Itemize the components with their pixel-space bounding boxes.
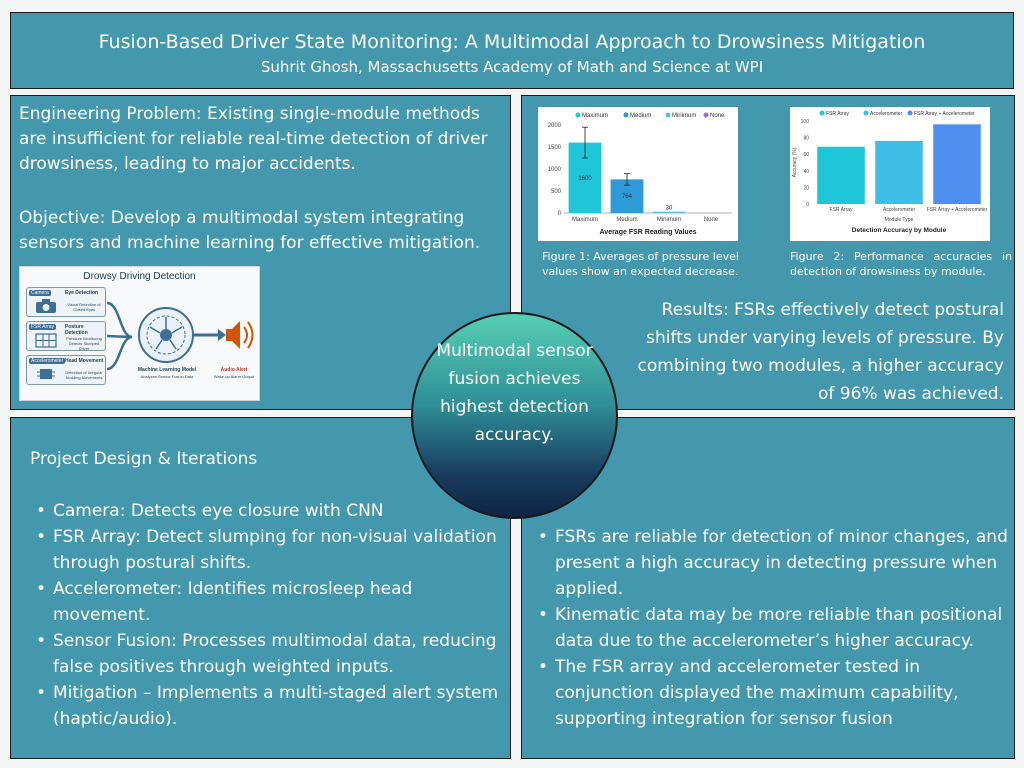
legend-swatch	[820, 111, 825, 116]
audio-alert-desc: Wake-up Alarm Output	[213, 374, 255, 379]
key-finding-text: Multimodal sensor fusion achieves highest detection accuracy.	[436, 341, 593, 445]
fsr-reading-chart-svg	[538, 107, 738, 241]
fsr-module-desc: Pressure Monitoring Detects Slumped Driver	[66, 336, 102, 351]
design-heading: Project Design & Iterations	[30, 449, 258, 469]
x-tick-label: Maximum	[571, 217, 599, 223]
x-tick-label: Minimum	[656, 217, 682, 223]
key-finding-circle	[411, 312, 618, 519]
camera-icon	[35, 298, 57, 314]
legend-label: Medium	[630, 113, 652, 119]
y-tick-label: 0	[806, 202, 809, 208]
y-axis-label: Accuracy (%)	[792, 147, 798, 178]
accelerometer-module-sub: Head Movement	[65, 358, 104, 364]
title-banner	[10, 12, 1014, 89]
accuracy-chart	[790, 107, 990, 241]
bar	[875, 141, 923, 204]
list-item: • FSRs are reliable for detection of minor changes, and present a high accuracy in detecting pressure when applied.	[533, 524, 1008, 602]
fsr-reading-chart	[538, 107, 738, 241]
accelerometer-module-label: Accelerometer	[31, 358, 64, 364]
drowsy-driving-detection-diagram	[19, 266, 260, 401]
y-tick-label: 60	[803, 152, 809, 159]
ml-model-desc: Analyzes Sensor Fusion Data	[140, 374, 194, 379]
x-axis-label: Module Type	[884, 217, 914, 223]
y-tick-label: 20	[803, 185, 809, 192]
legend-label: None	[710, 113, 725, 119]
list-item: • Camera: Detects eye closure with CNN	[31, 498, 506, 524]
x-tick-label: None	[703, 217, 719, 223]
y-tick-label: 1000	[547, 167, 561, 173]
list-item: • Accelerometer: Identifies microsleep head movement.	[31, 576, 506, 628]
bar	[933, 124, 981, 204]
legend-label: Maximum	[582, 113, 609, 119]
x-tick-label: FSR Array + Accelerometer	[926, 207, 988, 213]
list-item: • Sensor Fusion: Processes multimodal data, reducing false positives through weighted inputs.	[31, 628, 506, 680]
legend-label: FSR Array	[826, 111, 850, 117]
camera-module-sub: Eye Detection	[65, 290, 99, 296]
fsr-module-sub: Posture Detection	[65, 324, 88, 336]
data-label: 764	[621, 194, 633, 201]
data-label: 1600	[578, 175, 592, 182]
legend-swatch	[704, 113, 709, 118]
y-tick-label: 80	[803, 135, 809, 142]
y-tick-label: 40	[803, 168, 809, 175]
bar	[653, 212, 686, 213]
chart-title: Average FSR Reading Values	[599, 229, 697, 236]
camera-module-label: Camera	[31, 290, 49, 296]
poster-authors: Suhrit Ghosh, Massachusetts Academy of Math and Science at WPI	[260, 58, 764, 76]
audio-alert-label: Audio Alert	[220, 367, 248, 373]
camera-module	[26, 287, 106, 317]
legend-swatch	[864, 111, 869, 116]
objective-text: Objective: Develop a multimodal system integrating sensors and machine learning for effective mitigation.	[19, 208, 481, 253]
fsr-module-label: FSR Array	[31, 324, 55, 330]
x-tick-label: FSR Array	[829, 207, 853, 213]
chip-icon	[35, 366, 57, 382]
ml-model-label: Machine Learning Model	[137, 367, 197, 373]
poster-title: Fusion-Based Driver State Monitoring: A Multimodal Approach to Drowsiness Mitigation	[98, 31, 926, 53]
pressure-grid-icon	[35, 332, 57, 348]
engineering-problem-text: Engineering Problem: Existing single-module methods are insufficient for reliable real-time detection of driver drowsiness, leading to major accidents.	[19, 104, 488, 174]
accuracy-chart-svg	[790, 107, 990, 241]
legend-swatch	[908, 111, 913, 116]
list-item: • Kinematic data may be more reliable than positional data due to the accelerometer’s higher accuracy.	[533, 602, 1008, 654]
x-tick-label: Accelerometer	[882, 207, 916, 213]
legend-swatch	[576, 113, 581, 118]
list-item: • FSR Array: Detect slumping for non-visual validation through postural shifts.	[31, 524, 506, 576]
data-label: 30	[665, 205, 673, 212]
figure1-caption: Figure 1: Averages of pressure level values show an expected decrease.	[542, 250, 739, 278]
results-summary: Results: FSRs effectively detect postural shifts under varying levels of pressure. By combining two modules, a higher accuracy of 96% was achieved.	[637, 300, 1004, 404]
legend-label: Accelerometer	[870, 111, 903, 117]
list-item: • The FSR array and accelerometer tested in conjunction displayed the maximum capability, supporting integration for sensor fusion	[533, 654, 1008, 732]
y-tick-label: 100	[800, 119, 809, 125]
x-tick-label: Medium	[616, 217, 638, 223]
list-item: • Mitigation – Implements a multi-staged alert system (haptic/audio).	[31, 680, 506, 732]
y-tick-label: 0	[557, 211, 561, 217]
bar	[817, 147, 865, 204]
y-tick-label: 500	[550, 189, 561, 195]
legend-swatch	[624, 113, 629, 118]
legend-label: Minimum	[672, 113, 697, 119]
fsr-array-module	[26, 321, 106, 351]
accelerometer-module-desc: Detection of Irregular Nodding Movements	[65, 370, 103, 380]
figure2-caption: Figure 2: Performance accuracies in detection of drowsiness by module.	[790, 250, 1012, 278]
diagram-title: Drowsy Driving Detection	[83, 271, 196, 282]
y-tick-label: 2000	[547, 123, 561, 129]
legend-label: FSR Array + Accelerometer	[914, 111, 975, 117]
conclusions-list	[533, 524, 1008, 732]
legend-swatch	[666, 113, 671, 118]
design-list	[31, 498, 506, 732]
chart-title: Detection Accuracy by Module	[851, 227, 947, 234]
camera-module-desc: Visual Detection of Closed Eyes	[67, 302, 101, 312]
accelerometer-module	[26, 355, 106, 385]
y-tick-label: 1500	[547, 145, 561, 151]
